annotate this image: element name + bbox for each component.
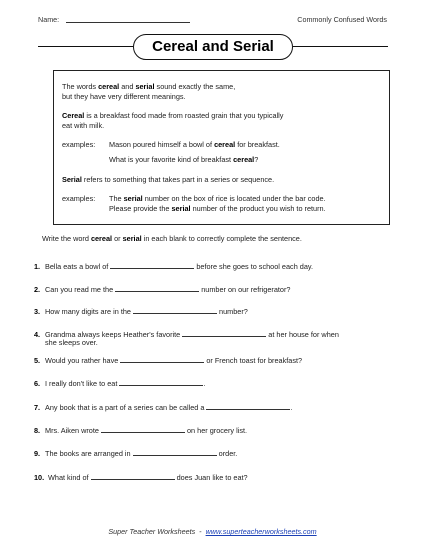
answer-blank[interactable] bbox=[133, 448, 217, 456]
answer-blank[interactable] bbox=[119, 378, 203, 386]
intro-line-1: The words cereal and serial sound exactly the same, bbox=[62, 82, 236, 91]
answer-blank[interactable] bbox=[101, 425, 185, 433]
worksheet-category: Commonly Confused Words bbox=[297, 15, 387, 24]
answer-blank[interactable] bbox=[206, 402, 290, 410]
name-label: Name: bbox=[38, 15, 60, 24]
answer-blank[interactable] bbox=[133, 306, 217, 314]
page-title: Cereal and Serial bbox=[152, 38, 274, 55]
question-2: 2. Can you read me the number on our refrigerator? bbox=[34, 285, 291, 294]
serial-examples-label: examples: bbox=[62, 194, 96, 203]
question-7: 7. Any book that is a part of a series can be called a . bbox=[34, 403, 293, 412]
instructions: Write the word cereal or serial in each blank to correctly complete the sentence. bbox=[42, 234, 302, 243]
title-box bbox=[133, 34, 293, 60]
answer-blank[interactable] bbox=[110, 261, 194, 269]
question-3: 3. How many digits are in the number? bbox=[34, 307, 248, 316]
question-6: 6. I really don't like to eat . bbox=[34, 379, 206, 388]
footer-link[interactable]: www.superteacherworksheets.com bbox=[205, 527, 317, 536]
question-5: 5. Would you rather have or French toast for breakfast? bbox=[34, 356, 303, 365]
question-8: 8. Mrs. Aiken wrote on her grocery list. bbox=[34, 426, 248, 435]
cereal-example-1: Mason poured himself a bowl of cereal for breakfast. bbox=[109, 140, 280, 149]
answer-blank[interactable] bbox=[91, 472, 175, 480]
question-9: 9. The books are arranged in order. bbox=[34, 449, 238, 458]
question-1: 1. Bella eats a bowl of before she goes to school each day. bbox=[34, 262, 314, 271]
footer-brand: Super Teacher Worksheets bbox=[108, 527, 196, 536]
cereal-definition-1: Cereal is a breakfast food made from roasted grain that you typically bbox=[62, 111, 284, 120]
footer: Super Teacher Worksheets - www.superteacherworksheets.com bbox=[108, 527, 317, 536]
answer-blank[interactable] bbox=[182, 329, 266, 337]
answer-blank[interactable] bbox=[120, 355, 204, 363]
serial-definition: Serial refers to something that takes part in a series or sequence. bbox=[62, 175, 275, 184]
name-blank[interactable] bbox=[66, 22, 190, 23]
title-rule-right bbox=[293, 46, 388, 47]
cereal-example-2: What is your favorite kind of breakfast cereal? bbox=[109, 155, 259, 164]
question-10: 10. What kind of does Juan like to eat? bbox=[34, 473, 248, 482]
question-4-continued: she sleeps over. bbox=[45, 338, 98, 347]
title-rule-left bbox=[38, 46, 133, 47]
answer-blank[interactable] bbox=[115, 284, 199, 292]
cereal-definition-2: eat with milk. bbox=[62, 121, 105, 130]
serial-example-1: The serial number on the box of rice is located under the bar code. bbox=[109, 194, 326, 203]
question-4: 4. Grandma always keeps Heather's favorite at her house for when bbox=[34, 330, 339, 339]
intro-line-2: but they have very different meanings. bbox=[62, 92, 186, 101]
serial-example-2: Please provide the serial number of the product you wish to return. bbox=[109, 204, 326, 213]
cereal-examples-label: examples: bbox=[62, 140, 96, 149]
